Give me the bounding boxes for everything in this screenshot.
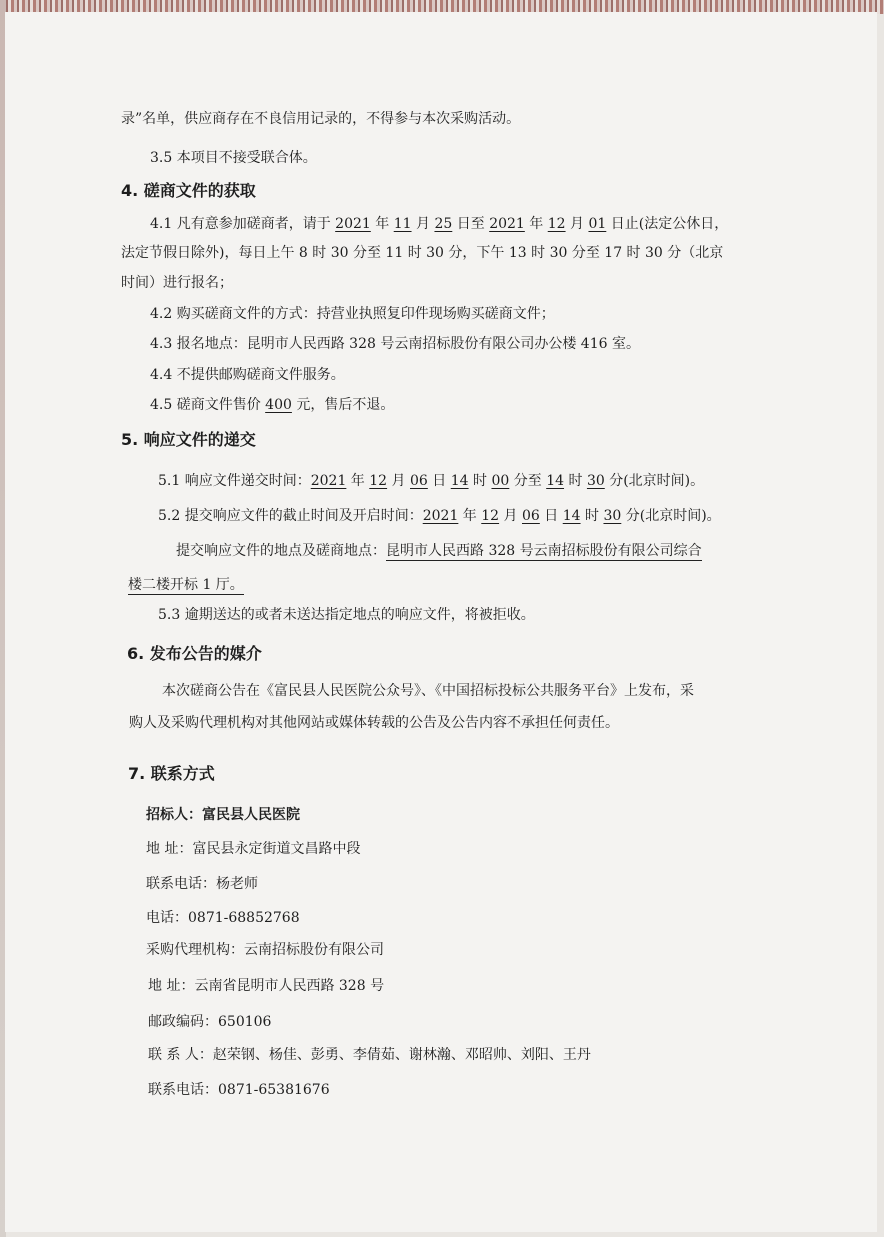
clause-5-2: 5.2 提交响应文件的截止时间及开启时间：2021 年 12 月 06 日 14 时 30 分(北京时间)。 — [158, 508, 721, 524]
media-line2: 购人及采购代理机构对其他网站或媒体转载的公告及公告内容不承担任何责任。 — [129, 715, 619, 731]
agency-phone: 联系电话：0871-65381676 — [148, 1082, 330, 1098]
clause-4-1: 4.1 凡有意参加磋商者，请于 2021 年 11 月 25 日至 2021 年 12 月 01 日止(法定公休日， — [150, 216, 729, 232]
clause-4-4: 4.4 不提供邮购磋商文件服务。 — [150, 367, 345, 383]
section-4-heading: 4. 磋商文件的获取 — [121, 181, 256, 200]
tenderer: 招标人：富民县人民医院 — [146, 807, 300, 823]
clause-4-1-line2: 法定节假日除外)，每日上午 8 时 30 分至 11 时 30 分，下午 13 时 30 分至 17 时 30 分（北京 — [121, 245, 724, 261]
section-6-heading: 6. 发布公告的媒介 — [127, 644, 262, 663]
clause-3-5: 3.5 本项目不接受联合体。 — [150, 150, 317, 166]
clause-4-5: 4.5 磋商文件售价 400 元，售后不退。 — [150, 397, 395, 413]
agency-address: 地 址：云南省昆明市人民西路 328 号 — [148, 978, 385, 994]
clause-4-2: 4.2 购买磋商文件的方式：持营业执照复印件现场购买磋商文件； — [150, 306, 555, 322]
clause-4-3: 4.3 报名地点：昆明市人民西路 328 号云南招标股份有限公司办公楼 416 室。 — [150, 336, 640, 352]
clause-5-1: 5.1 响应文件递交时间：2021 年 12 月 06 日 14 时 00 分至 14 时 30 分(北京时间)。 — [158, 473, 705, 489]
tenderer-phone: 电话：0871-68852768 — [146, 910, 300, 926]
submission-place: 提交响应文件的地点及磋商地点：昆明市人民西路 328 号云南招标股份有限公司综合 — [176, 543, 702, 559]
text-line: 录”名单，供应商存在不良信用记录的，不得参与本次采购活动。 — [121, 111, 521, 127]
tenderer-contact: 联系电话：杨老师 — [146, 876, 258, 892]
submission-place-line2: 楼二楼开标 1 厅。 — [128, 577, 244, 593]
section-7-heading: 7. 联系方式 — [128, 764, 215, 783]
clause-5-3: 5.3 逾期送达的或者未送达指定地点的响应文件，将被拒收。 — [158, 607, 535, 623]
tenderer-address: 地 址：富民县永定街道文昌路中段 — [146, 841, 361, 857]
agency-contacts: 联 系 人：赵荣钢、杨佳、彭勇、李倩茹、谢林瀚、邓昭帅、刘阳、王丹 — [148, 1047, 591, 1063]
section-5-heading: 5. 响应文件的递交 — [121, 430, 256, 449]
agency-postcode: 邮政编码：650106 — [148, 1014, 272, 1030]
media-line1: 本次磋商公告在《富民县人民医院公众号》、《中国招标投标公共服务平台》上发布，采 — [162, 683, 694, 699]
clause-4-1-line3: 时间）进行报名； — [121, 275, 233, 291]
agency: 采购代理机构：云南招标股份有限公司 — [146, 942, 384, 958]
